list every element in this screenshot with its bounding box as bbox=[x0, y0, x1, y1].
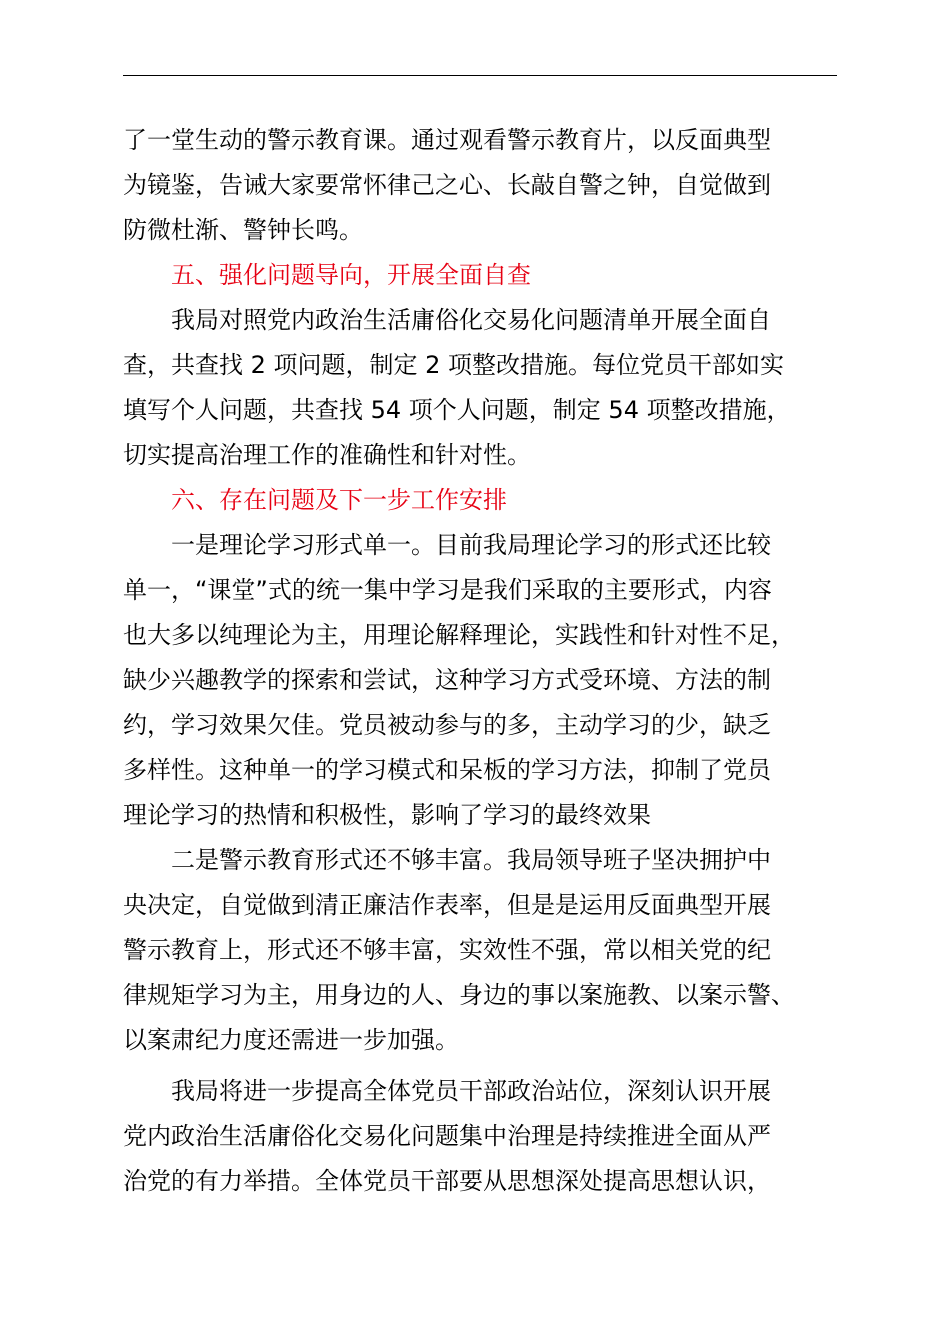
text-line: 一是理论学习形式单一。目前我局理论学习的形式还比较 bbox=[171, 531, 771, 559]
paragraph bbox=[123, 838, 837, 1063]
text-line: 我局将进一步提高全体党员干部政治站位，深刻认识开展 bbox=[171, 1077, 771, 1105]
text-line: 以案肃纪力度还需进一步加强。 bbox=[123, 1026, 459, 1054]
text-line: 警示教育上，形式还不够丰富，实效性不强，常以相关党的纪 bbox=[123, 936, 771, 964]
text-line: 二是警示教育形式还不够丰富。我局领导班子坚决拥护中 bbox=[171, 846, 771, 874]
paragraph bbox=[123, 1069, 837, 1204]
text-line: 了一堂生动的警示教育课。通过观看警示教育片，以反面典型 bbox=[123, 126, 771, 154]
text-line: 理论学习的热情和积极性，影响了学习的最终效果 bbox=[123, 801, 651, 829]
text-line: 切实提高治理工作的准确性和针对性。 bbox=[123, 441, 531, 469]
paragraph bbox=[123, 118, 837, 253]
document-body bbox=[123, 118, 837, 1204]
text-line: 防微杜渐、警钟长鸣。 bbox=[123, 216, 363, 244]
text-line: 律规矩学习为主，用身边的人、身边的事以案施教、以案示警、 bbox=[123, 981, 795, 1009]
text-line: 缺少兴趣教学的探索和尝试，这种学习方式受环境、方法的制 bbox=[123, 666, 771, 694]
section-heading bbox=[123, 478, 837, 523]
text-line: 央决定，自觉做到清正廉洁作表率，但是是运用反面典型开展 bbox=[123, 891, 771, 919]
text-line: 治党的有力举措。全体党员干部要从思想深处提高思想认识， bbox=[123, 1167, 771, 1195]
section-heading bbox=[123, 253, 837, 298]
text-line: 查，共查找 2 项问题，制定 2 项整改措施。每位党员干部如实 bbox=[123, 351, 785, 379]
text-line: 多样性。这种单一的学习模式和呆板的学习方法，抑制了党员 bbox=[123, 756, 771, 784]
paragraph bbox=[123, 298, 837, 478]
paragraph bbox=[123, 523, 837, 838]
text-line: 我局对照党内政治生活庸俗化交易化问题清单开展全面自 bbox=[171, 306, 771, 334]
text-line: 党内政治生活庸俗化交易化问题集中治理是持续推进全面从严 bbox=[123, 1122, 771, 1150]
text-line: 约，学习效果欠佳。党员被动参与的多，主动学习的少，缺乏 bbox=[123, 711, 771, 739]
header-rule bbox=[123, 75, 837, 76]
text-line: 单一，“课堂”式的统一集中学习是我们采取的主要形式，内容 bbox=[123, 576, 772, 604]
text-line: 填写个人问题，共查找 54 项个人问题，制定 54 项整改措施， bbox=[123, 396, 791, 424]
text-line: 为镜鉴，告诫大家要常怀律己之心、长敲自警之钟，自觉做到 bbox=[123, 171, 771, 199]
heading-five: 五、强化问题导向，开展全面自查 bbox=[171, 261, 531, 289]
text-line: 也大多以纯理论为主，用理论解释理论，实践性和针对性不足， bbox=[123, 621, 795, 649]
heading-six: 六、存在问题及下一步工作安排 bbox=[171, 486, 507, 514]
